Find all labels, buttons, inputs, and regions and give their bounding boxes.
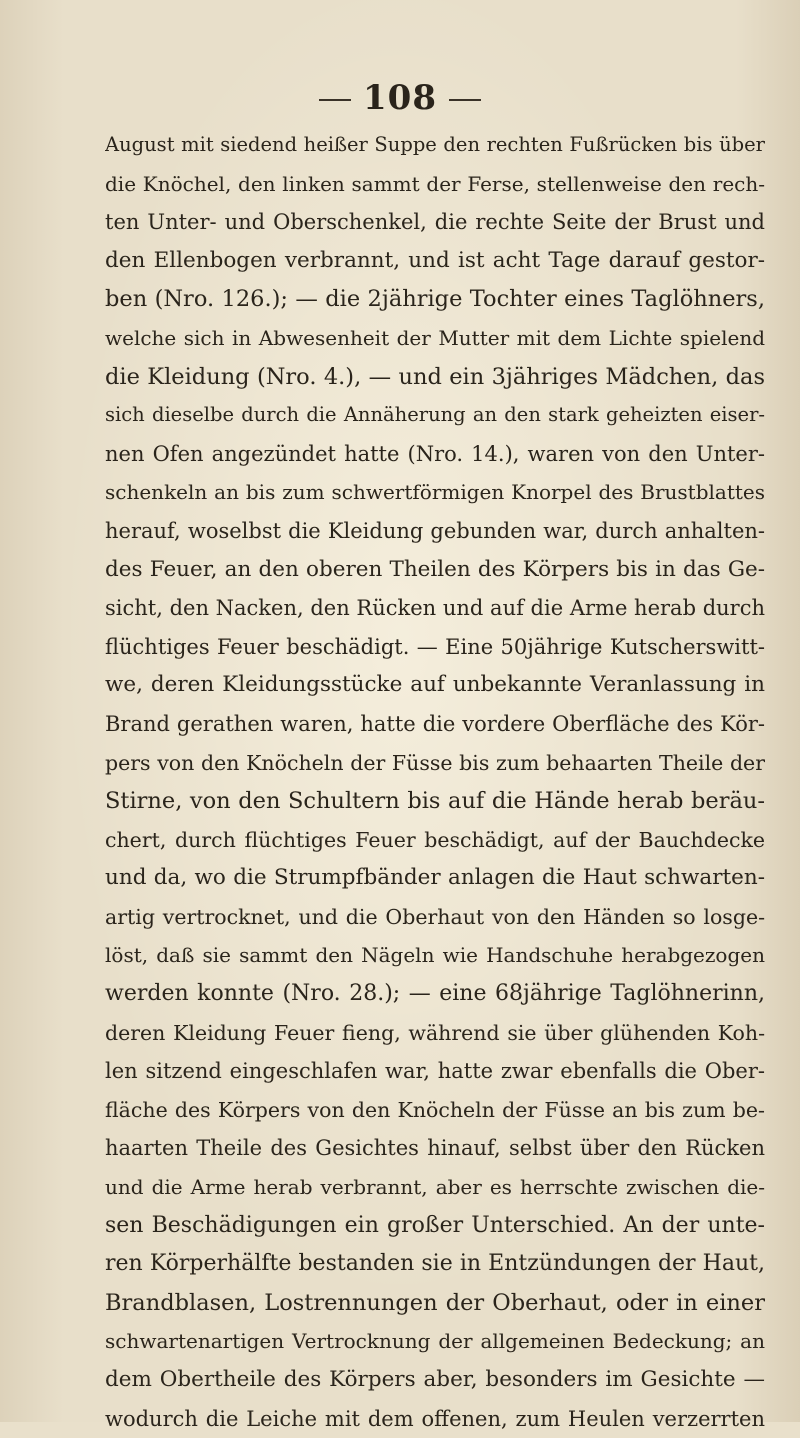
body-text xyxy=(105,126,765,1438)
text-line: die Kleidung (Nro. 4.), — und ein 3jähriges Mädchen, das xyxy=(105,363,765,390)
text-line: wodurch die Leiche mit dem offenen, zum Heulen verzerrten xyxy=(105,1406,765,1431)
text-line: we, deren Kleidungsstücke auf unbekannte Veranlassung in xyxy=(105,672,765,698)
text-line: schenkeln an bis zum schwertförmigen Knorpel des Brustblattes xyxy=(105,480,765,505)
text-line: artig vertrocknet, und die Oberhaut von den Händen so losge- xyxy=(105,904,765,929)
text-line: fläche des Körpers von den Knöcheln der Füsse an bis zum be- xyxy=(105,1097,765,1122)
text-line: löst, daß sie sammt den Nägeln wie Handschuhe herabgezogen xyxy=(105,943,765,968)
text-line: herauf, woselbst die Kleidung gebunden war, durch anhalten- xyxy=(105,518,765,543)
header-dash-left xyxy=(319,99,351,101)
text-line: dem Obertheile des Körpers aber, besonders im Gesichte — xyxy=(105,1367,765,1392)
page-header xyxy=(0,78,800,118)
text-line: len sitzend eingeschlafen war, hatte zwar ebenfalls die Ober- xyxy=(105,1059,765,1084)
text-line: pers von den Knöcheln der Füsse bis zum behaarten Theile der xyxy=(105,750,765,775)
text-line: Brand gerathen waren, hatte die vordere Oberfläche des Kör- xyxy=(105,711,765,736)
text-line: nen Ofen angezündet hatte (Nro. 14.), waren von den Unter- xyxy=(105,441,765,466)
text-line: den Ellenbogen verbrannt, und ist acht Tage darauf gestor- xyxy=(105,247,765,273)
text-line: welche sich in Abwesenheit der Mutter mit dem Lichte spielend xyxy=(105,325,765,350)
text-line: sen Beschädigungen ein großer Unterschied. An der unte- xyxy=(105,1212,765,1238)
text-line: August mit siedend heißer Suppe den rechten Fußrücken bis über xyxy=(105,133,765,156)
text-line: sicht, den Nacken, den Rücken und auf die Arme herab durch xyxy=(105,596,765,621)
text-line: chert, durch flüchtiges Feuer beschädigt, auf der Bauchdecke xyxy=(105,827,765,852)
text-line: und die Arme herab verbrannt, aber es herrschte zwischen die- xyxy=(105,1175,765,1200)
text-line: deren Kleidung Feuer fieng, während sie über glühenden Koh- xyxy=(105,1020,765,1045)
text-line: flüchtiges Feuer beschädigt. — Eine 50jährige Kutscherswitt- xyxy=(105,634,765,659)
text-line: ten Unter- und Oberschenkel, die rechte Seite der Brust und xyxy=(105,210,765,235)
text-line: Stirne, von den Schultern bis auf die Hände herab beräu- xyxy=(105,788,765,815)
text-line: Brandblasen, Lostrennungen der Oberhaut, oder in einer xyxy=(105,1289,765,1316)
text-line: ren Körperhälfte bestanden sie in Entzündungen der Haut, xyxy=(105,1251,765,1277)
text-line: die Knöchel, den linken sammt der Ferse, stellenweise den rech- xyxy=(105,171,765,196)
header-dash-right xyxy=(449,99,481,101)
text-line: des Feuer, an den oberen Theilen des Körpers bis in das Ge- xyxy=(105,556,765,582)
text-line: ben (Nro. 126.); — die 2jährige Tochter eines Taglöhners, xyxy=(105,286,765,313)
text-line: sich dieselbe durch die Annäherung an den stark geheizten eiser- xyxy=(105,403,765,427)
text-line: haarten Theile des Gesichtes hinauf, selbst über den Rücken xyxy=(105,1136,765,1161)
page-number: 108 xyxy=(363,78,437,118)
text-line: werden konnte (Nro. 28.); — eine 68jährige Taglöhnerinn, xyxy=(105,981,765,1007)
text-line: und da, wo die Strumpfbänder anlagen die Haut schwarten- xyxy=(105,865,765,891)
text-line: schwartenartigen Vertrocknung der allgemeinen Bedeckung; an xyxy=(105,1329,765,1354)
